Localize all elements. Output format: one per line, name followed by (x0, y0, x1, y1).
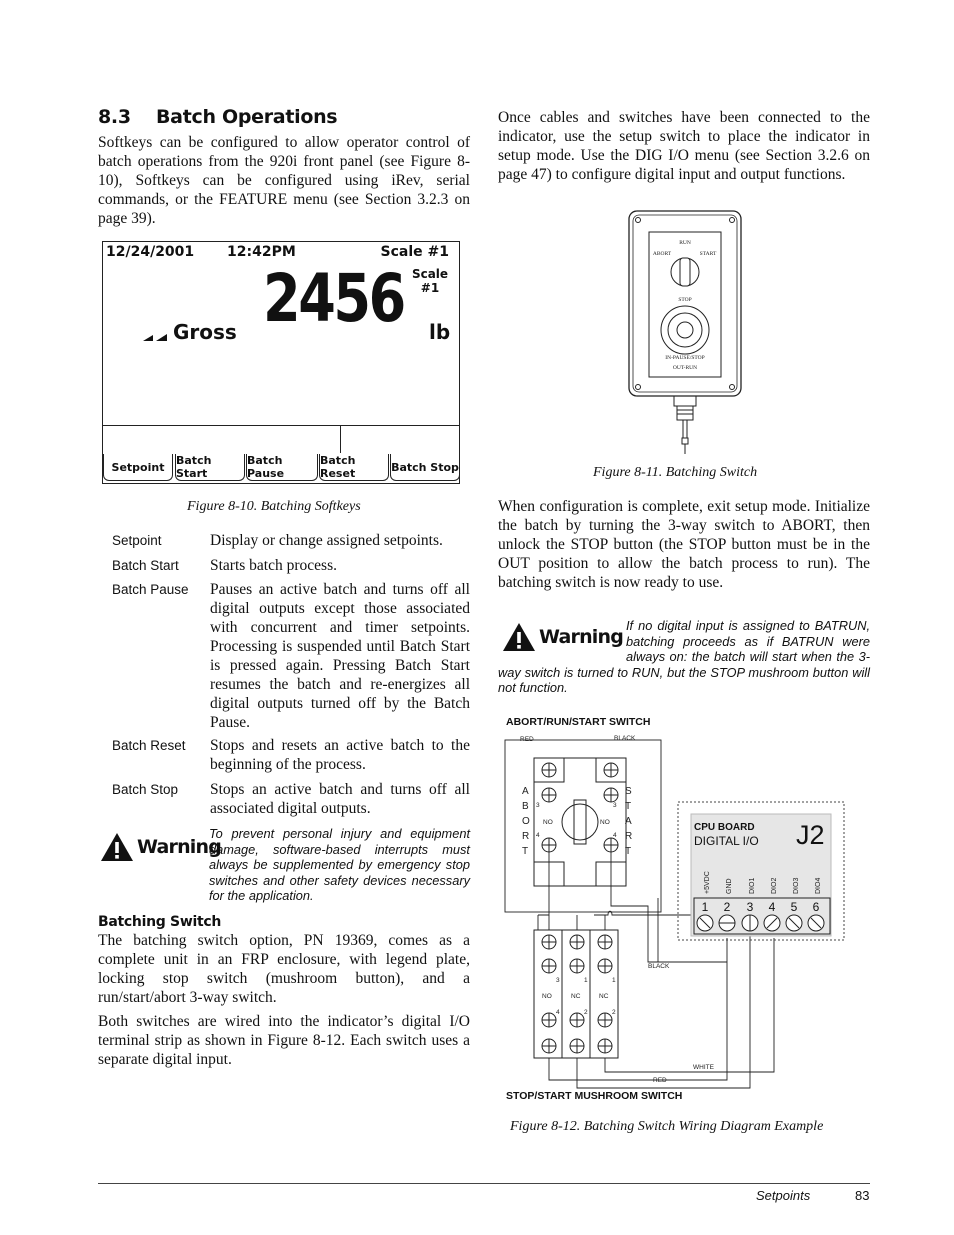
bt-2b: 2 (612, 1009, 616, 1016)
start-letter-t2: T (625, 846, 632, 857)
bt-1b: 1 (612, 977, 616, 984)
pin-label-5vdc: +5VDC (704, 871, 711, 894)
label-white: WHITE (693, 1064, 714, 1071)
warning-text-spacer (498, 618, 626, 664)
cpu-board-label: CPU BOARD (694, 822, 755, 833)
pin-number-1: 1 (701, 900, 709, 914)
softkey-setpoint[interactable]: Setpoint (103, 454, 173, 481)
start-letter-t: T (625, 801, 632, 812)
section-heading (98, 106, 337, 128)
display-weight: 2456 (263, 260, 404, 337)
term-batch-stop: Batch Stop (112, 782, 179, 797)
warning-word-2: Warning (539, 626, 624, 648)
gross-indicator-icon (143, 330, 169, 342)
term-3-b: 3 (613, 802, 617, 809)
scale-label-line1: Scale (411, 267, 449, 281)
desc-batch-start: Starts batch process. (210, 557, 337, 574)
desc-batch-pause: Pauses an active batch and turns off all digital outputs except those associated with concurrent and timer setpoints. Processing is suspended until Batch Start is pressed again. Pressing Batch Start resumes the batch and re-energizes all digital outputs turned off by the Batch Pause. (210, 581, 470, 731)
abort-letter-b: B (522, 801, 529, 812)
softkey-row-separator (340, 425, 341, 453)
pin-label-dio4: DIO4 (815, 877, 822, 894)
j2-label: J2 (796, 820, 825, 850)
pin-number-4: 4 (768, 900, 776, 914)
warning-triangle-icon (100, 832, 134, 862)
bt-nc-b: NC (599, 993, 609, 1000)
term-batch-reset: Batch Reset (112, 738, 186, 753)
abort-letter-t: T (522, 846, 529, 857)
start-letter-r: R (625, 831, 633, 842)
initialize-paragraph: When configuration is complete, exit setup mode. Initialize the batch by turning the 3-way switch to ABORT, then unlock the STOP button (the STOP button must be in the OUT position to allow the batch process to run). The batching switch is now ready to use. (498, 498, 870, 591)
bt-1a: 1 (584, 977, 588, 984)
abort-letter-a: A (522, 786, 529, 797)
abort-letter-r: R (522, 831, 530, 842)
softkey-batch-start[interactable]: Batch Start (175, 454, 245, 481)
wiring-bottom-title: STOP/START MUSHROOM SWITCH (506, 1090, 683, 1102)
bt-nc-a: NC (571, 993, 581, 1000)
batching-switch-paragraph-1: The batching switch option, PN 19369, comes as a complete unit in an FRP enclosure, with legend plate, locking stop switch (mushroom button), and a run/start/abort 3-way switch. (98, 932, 470, 1006)
label-no-b: NO (600, 819, 610, 826)
pin-number-5: 5 (790, 900, 798, 914)
term-4-b: 4 (613, 832, 617, 839)
warning-2-body: If no digital input is assigned to BATRUN, batching proceeds as if BATRUN were always on: the batch will start when the 3-way switch is turned to RUN, but the STOP mushroom button will not function. (498, 618, 870, 696)
switch-label-run: RUN (679, 240, 691, 246)
label-black-bottom: BLACK (648, 963, 670, 970)
footer-rule (98, 1183, 870, 1184)
display-mode: Gross (173, 320, 237, 344)
softkey-row-divider (103, 425, 459, 426)
switch-label-start: START (699, 251, 717, 257)
term-batch-pause: Batch Pause (112, 582, 189, 597)
bt-no: NO (542, 993, 552, 1000)
display-scale-label (410, 267, 450, 295)
warning-logo-1 (100, 832, 221, 862)
softkey-row (103, 454, 459, 483)
label-red-top: RED (520, 736, 534, 743)
bt-4: 4 (556, 1009, 560, 1016)
label-black-top: BLACK (614, 735, 636, 742)
term-4-a: 4 (536, 832, 540, 839)
pin-number-2: 2 (723, 900, 731, 914)
figure-8-11-caption: Figure 8-11. Batching Switch (593, 465, 758, 480)
figure-8-12-caption: Figure 8-12. Batching Switch Wiring Diagram Example (510, 1119, 824, 1134)
display-date: 12/24/2001 (106, 244, 195, 260)
warning-word: Warning (137, 836, 222, 858)
softkey-batch-pause[interactable]: Batch Pause (246, 454, 318, 481)
start-letter-s: S (625, 786, 632, 797)
label-no-a: NO (543, 819, 553, 826)
start-letter-a: A (625, 816, 632, 827)
bt-2a: 2 (584, 1009, 588, 1016)
digital-io-label: DIGITAL I/O (694, 834, 759, 848)
pin-number-3: 3 (746, 900, 754, 914)
pin-label-gnd: GND (726, 878, 733, 894)
figure-8-10-caption: Figure 8-10. Batching Softkeys (187, 499, 361, 514)
display-scale-header: Scale #1 (380, 244, 449, 260)
abort-letter-o: O (522, 816, 530, 827)
warning-text-1: To prevent personal injury and equipment damage, software-based interrupts must always be supplemented by emergency stop switches and other safety devices necessary for the application. (209, 826, 470, 904)
desc-batch-stop: Stops an active batch and turns off all associated digital outputs. (210, 781, 470, 817)
intro-paragraph: Softkeys can be configured to allow operator control of batch operations from the 920i front panel (see Figure 8-10), Softkeys can be configured using iRev, serial commands, or the FEATURE menu (see Section 3.2.3 on page 39). (98, 134, 470, 227)
softkey-batch-stop[interactable]: Batch Stop (390, 454, 460, 481)
section-title: Batch Operations (156, 106, 338, 128)
section-number: 8.3 (98, 106, 131, 128)
warning-text-2 (498, 618, 870, 696)
term-3-a: 3 (536, 802, 540, 809)
wiring-top-title: ABORT/RUN/START SWITCH (506, 716, 651, 728)
page-number: 83 (855, 1188, 870, 1203)
desc-setpoint: Display or change assigned setpoints. (210, 532, 443, 549)
label-red-bottom: RED (653, 1077, 667, 1084)
bt-3: 3 (556, 977, 560, 984)
pin-label-dio1: DIO1 (749, 877, 756, 894)
display-unit: lb (429, 320, 451, 344)
desc-batch-reset: Stops and resets an active batch to the beginning of the process. (210, 737, 470, 773)
wiring-diagram (498, 710, 870, 1110)
batching-switch-illustration (628, 210, 743, 460)
term-setpoint: Setpoint (112, 533, 162, 548)
pin-label-dio2: DIO2 (771, 877, 778, 894)
footer-section: Setpoints (756, 1188, 811, 1203)
indicator-display (102, 241, 460, 484)
switch-label-stop: STOP (678, 297, 692, 303)
pin-label-dio3: DIO3 (793, 877, 800, 894)
softkey-batch-reset[interactable]: Batch Reset (319, 454, 389, 481)
setup-paragraph: Once cables and switches have been connected to the indicator, use the setup switch to place the indicator in setup mode. Use the DIG I/O menu (see Section 3.2.6 on page 47) to configure digital input and output functions. (498, 109, 870, 183)
display-time: 12:42PM (227, 244, 296, 260)
batching-switch-heading: Batching Switch (98, 914, 222, 930)
pin-number-6: 6 (812, 900, 820, 914)
switch-label-out-run: OUT-RUN (672, 365, 698, 371)
switch-label-in-pause: IN-PAUSE/STOP (665, 355, 705, 361)
batching-switch-paragraph-2: Both switches are wired into the indicator’s digital I/O terminal strip as shown in Figure 8-12. Each switch uses a separate digital input. (98, 1013, 470, 1068)
scale-label-line2: #1 (420, 281, 440, 295)
term-batch-start: Batch Start (112, 558, 179, 573)
switch-label-abort: ABORT (652, 251, 672, 257)
